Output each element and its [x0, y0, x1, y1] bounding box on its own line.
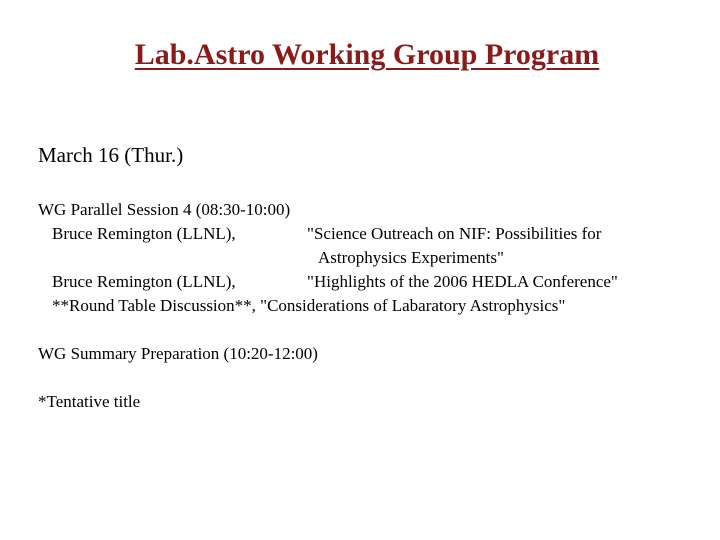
session-date: March 16 (Thur.)	[38, 143, 184, 167]
session-heading: WG Parallel Session 4 (08:30-10:00)	[38, 200, 291, 219]
talk-1-title-line1: "Science Outreach on NIF: Possibilities for	[307, 224, 602, 243]
talk-1-title-line2: Astrophysics Experiments"	[318, 248, 504, 267]
footnote: *Tentative title	[38, 392, 141, 411]
round-table-discussion: **Round Table Discussion**, "Considerations of Labaratory Astrophysics"	[52, 296, 566, 315]
talk-2-speaker: Bruce Remington (LLNL),	[52, 272, 236, 291]
summary-preparation: WG Summary Preparation (10:20-12:00)	[38, 344, 318, 363]
page-title: Lab.Astro Working Group Program	[134, 38, 600, 71]
talk-1-speaker: Bruce Remington (LLNL),	[52, 224, 236, 243]
talk-2-title: "Highlights of the 2006 HEDLA Conference"	[307, 272, 618, 291]
